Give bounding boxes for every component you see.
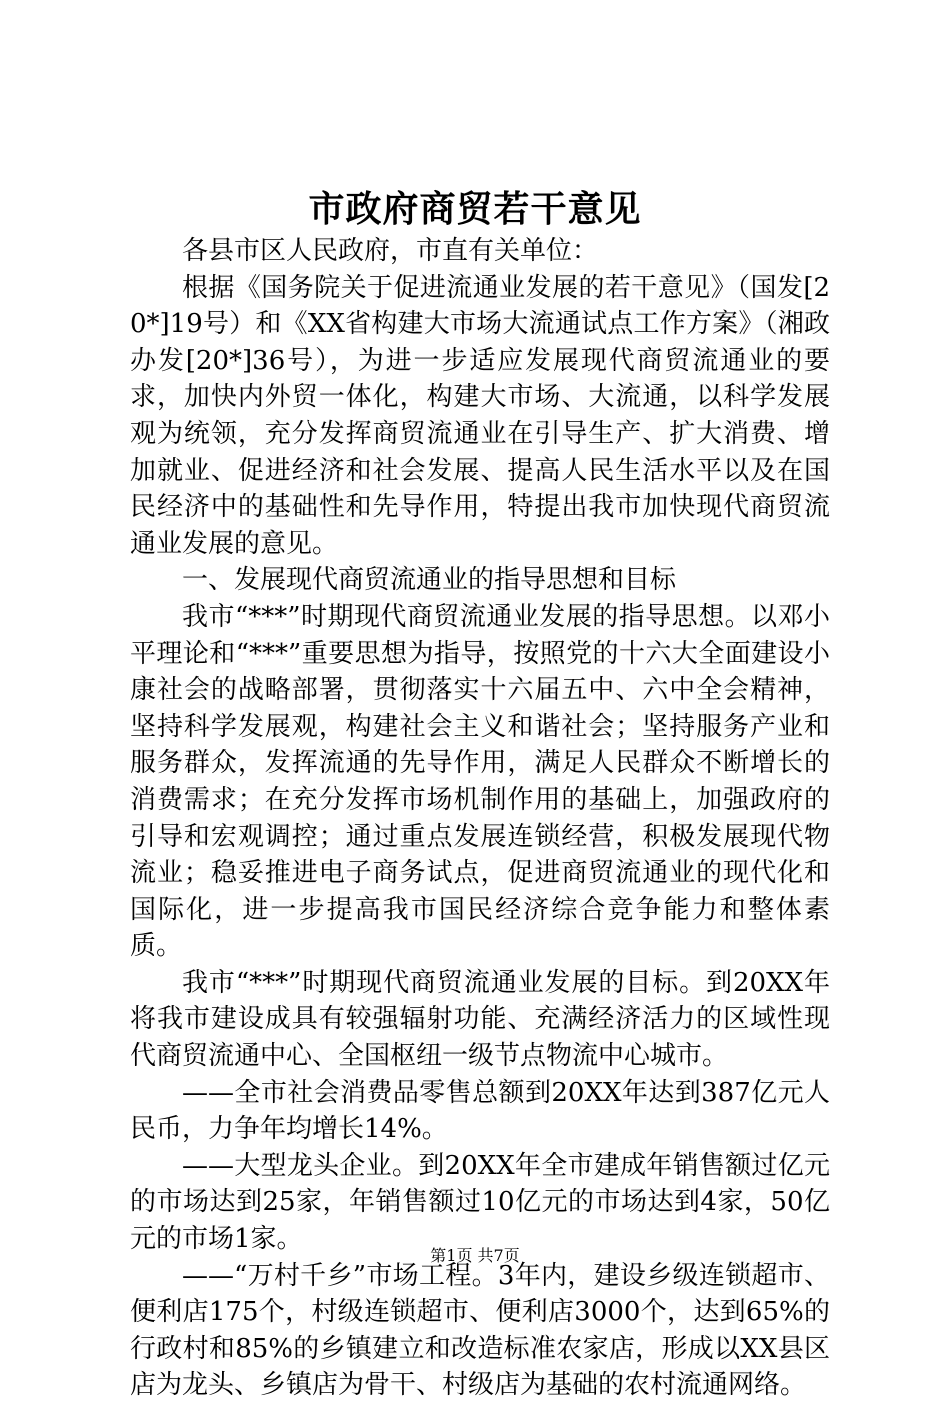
document-body [130,233,830,1404]
page-number-footer: 第1页 共7页 [430,1246,520,1265]
retail-goal-paragraph: ——全市社会消费品零售总额到20XX年达到387亿元人民币，力争年均增长14%。 [130,1077,830,1145]
document-title: 市政府商贸若干意见 [308,188,642,230]
rural-market-paragraph: ——“万村千乡”市场工程。3年内，建设乡级连锁超市、便利店175个，村级连锁超市、便利店3000个，达到65%的行政村和85%的乡镇建立和改造标准农家店，形成以XX县区店为龙头、乡镇店为骨干、村级店为基础的农村流通网络。 [130,1260,830,1401]
enterprise-goal-paragraph: ——大型龙头企业。到20XX年全市建成年销售额过亿元的市场达到25家，年销售额过10亿元的市场达到4家，50亿元的市场1家。 [130,1150,830,1255]
section-heading: 一、发展现代商贸流通业的指导思想和目标 [182,565,677,596]
salutation-paragraph: 各县市区人民政府，市直有关单位： [182,236,599,266]
intro-paragraph: 根据《国务院关于促进流通业发展的若干意见》（国发[20*]19号）和《XX省构建大市场大流通试点工作方案》（湘政办发[20*]36号），为进一步适应发展现代商贸流通业的要求，加快内外贸一体化，构建大市场、大流通，以科学发展观为统领，充分发挥商贸流通业在引导生产、扩大消费、增加就业、促进经济和社会发展、提高人民生活水平以及在国民经济中的基础性和先导作用，特提出我市加快现代商贸流通业发展的意见。 [130,272,830,559]
guiding-ideology-paragraph: 我市“***”时期现代商贸流通业发展的指导思想。以邓小平理论和“***”重要思想为指导，按照党的十六大全面建设小康社会的战略部署，贯彻落实十六届五中、六中全会精神，坚持科学发展观，构建社会主义和谐社会；坚持服务产业和服务群众，发挥流通的先导作用，满足人民群众不断增长的消费需求；在充分发挥市场机制作用的基础上，加强政府的引导和宏观调控；通过重点发展连锁经营，积极发展现代物流业；稳妥推进电子商务试点，促进商贸流通业的现代化和国际化，进一步提高我市国民经济综合竞争能力和整体素质。 [130,601,830,962]
goals-paragraph: 我市“***”时期现代商贸流通业发展的目标。到20XX年将我市建设成具有较强辐射功能、充满经济活力的区域性现代商贸流通中心、全国枢纽一级节点物流中心城市。 [130,967,830,1072]
